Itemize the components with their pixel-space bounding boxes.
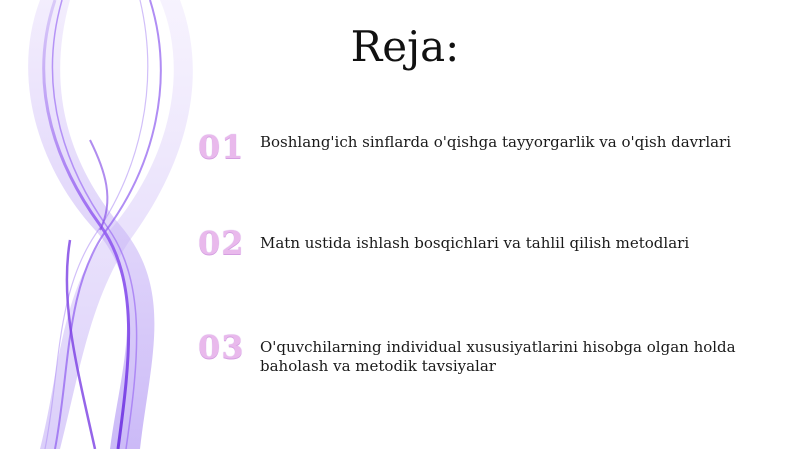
item-text-03: O'quvchilarning individual xususiyatlarini hisobga olgan holda baholash va metodik tavsiyalar xyxy=(260,338,736,375)
item-number-02: 02 xyxy=(198,224,245,262)
item-text-02: Matn ustida ishlash bosqichlari va tahlil qilish metodlari xyxy=(260,234,690,252)
item-text-01: Boshlang'ich sinflarda o'qishga tayyorgarlik va o'qish davrlari xyxy=(260,133,732,151)
item-number-03: 03 xyxy=(198,328,245,366)
item-number-01: 01 xyxy=(198,128,245,166)
slide-title: Reja: xyxy=(350,22,460,71)
